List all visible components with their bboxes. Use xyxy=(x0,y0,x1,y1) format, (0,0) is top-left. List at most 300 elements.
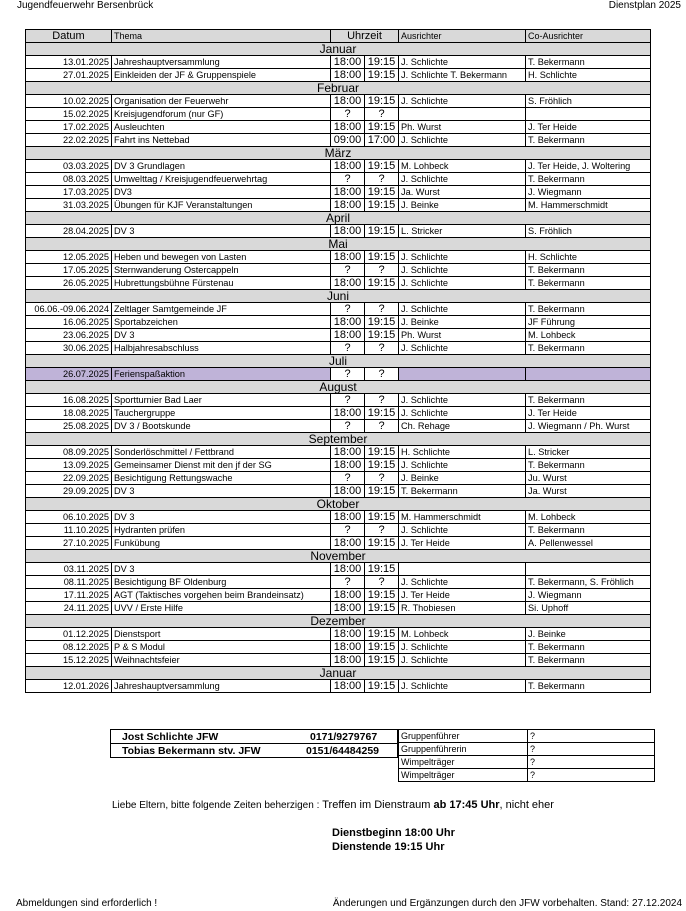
date-cell: 13.09.2025 xyxy=(26,459,112,472)
co-host-cell: T. Bekermann xyxy=(526,342,651,355)
co-host-cell: T. Bekermann xyxy=(526,524,651,537)
host-cell: M. Lohbeck xyxy=(399,628,526,641)
table-row xyxy=(26,628,651,641)
end-time-cell: 19:15 xyxy=(365,485,399,498)
host-cell: J. Schlichte xyxy=(399,56,526,69)
end-time-cell: ? xyxy=(365,303,399,316)
date-cell: 13.01.2025 xyxy=(26,56,112,69)
end-time-cell: 19:15 xyxy=(365,459,399,472)
start-time-cell: 18:00 xyxy=(331,537,365,550)
month-row xyxy=(26,43,651,56)
service-begin: Dienstbeginn 18:00 Uhr xyxy=(332,827,455,839)
co-host-cell: J. Wiegmann / Ph. Wurst xyxy=(526,420,651,433)
note-bold-time: ab 17:45 Uhr xyxy=(433,799,500,811)
start-time-cell: 18:00 xyxy=(331,186,365,199)
table-row xyxy=(26,69,651,82)
host-cell xyxy=(399,108,526,121)
table-row xyxy=(26,186,651,199)
start-time-cell: ? xyxy=(331,108,365,121)
host-cell: R. Thobiesen xyxy=(399,602,526,615)
table-row xyxy=(26,342,651,355)
leaders-divider xyxy=(110,743,398,744)
co-host-cell: S. Fröhlich xyxy=(526,95,651,108)
start-time-cell: 18:00 xyxy=(331,277,365,290)
date-cell: 08.11.2025 xyxy=(26,576,112,589)
co-host-cell: T. Bekermann xyxy=(526,134,651,147)
co-host-cell: J. Ter Heide xyxy=(526,121,651,134)
date-cell: 16.08.2025 xyxy=(26,394,112,407)
co-host-cell: JF Führung xyxy=(526,316,651,329)
date-cell: 06.06.-09.06.2024 xyxy=(26,303,112,316)
end-time-cell: 19:15 xyxy=(365,511,399,524)
co-host-cell: T. Bekermann xyxy=(526,459,651,472)
start-time-cell: 18:00 xyxy=(331,251,365,264)
end-time-cell: 19:15 xyxy=(365,121,399,134)
co-host-cell: T. Bekermann xyxy=(526,394,651,407)
start-time-cell: ? xyxy=(331,303,365,316)
date-cell: 15.02.2025 xyxy=(26,108,112,121)
end-time-cell: 19:15 xyxy=(365,641,399,654)
table-row xyxy=(26,654,651,667)
topic-cell: Halbjahresabschluss xyxy=(112,342,331,355)
host-cell: J. Schlichte xyxy=(399,342,526,355)
end-time-cell: ? xyxy=(365,524,399,537)
topic-cell: Weihnachtsfeier xyxy=(112,654,331,667)
host-cell: J. Schlichte xyxy=(399,277,526,290)
start-time-cell: 18:00 xyxy=(331,641,365,654)
end-time-cell: 19:15 xyxy=(365,329,399,342)
host-cell: Ph. Wurst xyxy=(399,329,526,342)
table-row xyxy=(26,459,651,472)
host-cell: Ja. Wurst xyxy=(399,186,526,199)
start-time-cell: 18:00 xyxy=(331,160,365,173)
host-cell: L. Stricker xyxy=(399,225,526,238)
table-row xyxy=(26,420,651,433)
start-time-cell: 18:00 xyxy=(331,199,365,212)
co-host-cell xyxy=(526,108,651,121)
table-row xyxy=(26,277,651,290)
date-cell: 16.06.2025 xyxy=(26,316,112,329)
end-time-cell: 19:15 xyxy=(365,654,399,667)
co-host-cell: J. Ter Heide xyxy=(526,407,651,420)
co-host-cell: T. Bekermann xyxy=(526,303,651,316)
month-row xyxy=(26,355,651,368)
table-row xyxy=(26,160,651,173)
host-cell: J. Schlichte xyxy=(399,394,526,407)
role-value: ? xyxy=(528,756,655,769)
month-row xyxy=(26,498,651,511)
month-label: Juni xyxy=(26,290,651,303)
date-cell: 08.12.2025 xyxy=(26,641,112,654)
month-label: September xyxy=(26,433,651,446)
date-cell: 03.11.2025 xyxy=(26,563,112,576)
start-time-cell: 18:00 xyxy=(331,511,365,524)
host-cell: J. Schlichte xyxy=(399,680,526,693)
role-value: ? xyxy=(528,743,655,756)
start-time-cell: 18:00 xyxy=(331,459,365,472)
table-row xyxy=(26,134,651,147)
end-time-cell: 19:15 xyxy=(365,277,399,290)
footer-status: Änderungen und Ergänzungen durch den JFW vorbehalten. Stand: 27.12.2024 xyxy=(332,898,682,909)
co-host-cell: Ja. Wurst xyxy=(526,485,651,498)
date-cell: 08.09.2025 xyxy=(26,446,112,459)
co-host-cell: H. Schlichte xyxy=(526,69,651,82)
topic-cell: AGT (Taktisches vorgehen beim Brandeinsatz) xyxy=(112,589,331,602)
column-header-ausrichter: Ausrichter xyxy=(399,30,526,43)
column-header-uhrzeit: Uhrzeit xyxy=(331,30,399,43)
start-time-cell: ? xyxy=(331,173,365,186)
start-time-cell: ? xyxy=(331,420,365,433)
co-host-cell: L. Stricker xyxy=(526,446,651,459)
leader-phone: 0171/9279767 xyxy=(310,731,378,743)
host-cell xyxy=(399,563,526,576)
topic-cell: Sonderlöschmittel / Fettbrand xyxy=(112,446,331,459)
table-row xyxy=(26,173,651,186)
note-suffix: , nicht eher xyxy=(499,799,554,811)
table-row xyxy=(26,563,651,576)
end-time-cell: 19:15 xyxy=(365,95,399,108)
table-row xyxy=(26,394,651,407)
end-time-cell: 19:15 xyxy=(365,251,399,264)
topic-cell: Besichtigung BF Oldenburg xyxy=(112,576,331,589)
end-time-cell: 19:15 xyxy=(365,225,399,238)
end-time-cell: ? xyxy=(365,420,399,433)
date-cell: 25.08.2025 xyxy=(26,420,112,433)
topic-cell: DV 3 xyxy=(112,485,331,498)
start-time-cell: 18:00 xyxy=(331,69,365,82)
host-cell: J. Schlichte xyxy=(399,134,526,147)
date-cell: 10.02.2025 xyxy=(26,95,112,108)
end-time-cell: 19:15 xyxy=(365,680,399,693)
month-label: Mai xyxy=(26,238,651,251)
co-host-cell: Ju. Wurst xyxy=(526,472,651,485)
table-row xyxy=(26,407,651,420)
date-cell: 18.08.2025 xyxy=(26,407,112,420)
topic-cell: DV3 xyxy=(112,186,331,199)
topic-cell: DV 3 xyxy=(112,511,331,524)
host-cell: J. Schlichte xyxy=(399,459,526,472)
start-time-cell: 18:00 xyxy=(331,485,365,498)
start-time-cell: 09:00 xyxy=(331,134,365,147)
date-cell: 24.11.2025 xyxy=(26,602,112,615)
co-host-cell: T. Bekermann xyxy=(526,641,651,654)
role-row xyxy=(399,730,655,743)
end-time-cell: ? xyxy=(365,342,399,355)
column-header-co-ausrichter: Co-Ausrichter xyxy=(526,30,651,43)
table-row xyxy=(26,472,651,485)
month-label: März xyxy=(26,147,651,160)
topic-cell: Funkübung xyxy=(112,537,331,550)
start-time-cell: 18:00 xyxy=(331,95,365,108)
host-cell: J. Schlichte xyxy=(399,264,526,277)
topic-cell: Ferienspaßaktion xyxy=(112,368,331,381)
host-cell: J. Schlichte xyxy=(399,251,526,264)
start-time-cell: ? xyxy=(331,342,365,355)
leader-name: Jost Schlichte JFW xyxy=(122,731,219,743)
topic-cell: Jahreshauptversammlung xyxy=(112,680,331,693)
host-cell: J. Schlichte xyxy=(399,576,526,589)
date-cell: 17.05.2025 xyxy=(26,264,112,277)
date-cell: 26.07.2025 xyxy=(26,368,112,381)
start-time-cell: 18:00 xyxy=(331,563,365,576)
role-row xyxy=(399,769,655,782)
host-cell: J. Beinke xyxy=(399,472,526,485)
table-row xyxy=(26,264,651,277)
month-label: Januar xyxy=(26,667,651,680)
date-cell: 17.02.2025 xyxy=(26,121,112,134)
co-host-cell: S. Fröhlich xyxy=(526,225,651,238)
date-cell: 12.01.2026 xyxy=(26,680,112,693)
co-host-cell: T. Bekermann xyxy=(526,56,651,69)
end-time-cell: 19:15 xyxy=(365,602,399,615)
start-time-cell: ? xyxy=(331,264,365,277)
end-time-cell: ? xyxy=(365,576,399,589)
end-time-cell: 19:15 xyxy=(365,589,399,602)
date-cell: 26.05.2025 xyxy=(26,277,112,290)
topic-cell: DV 3 Grundlagen xyxy=(112,160,331,173)
host-cell: J. Schlichte xyxy=(399,95,526,108)
start-time-cell: ? xyxy=(331,368,365,381)
co-host-cell xyxy=(526,563,651,576)
start-time-cell: ? xyxy=(331,472,365,485)
month-row xyxy=(26,238,651,251)
note-prefix: Liebe Eltern, bitte folgende Zeiten beherzigen : xyxy=(112,800,320,811)
date-cell: 01.12.2025 xyxy=(26,628,112,641)
table-row xyxy=(26,485,651,498)
month-row xyxy=(26,82,651,95)
host-cell: J. Ter Heide xyxy=(399,537,526,550)
topic-cell: DV 3 xyxy=(112,225,331,238)
co-host-cell: T. Bekermann, S. Fröhlich xyxy=(526,576,651,589)
leader-phone: 0151/64484259 xyxy=(306,745,379,757)
host-cell: J. Schlichte xyxy=(399,173,526,186)
date-cell: 31.03.2025 xyxy=(26,199,112,212)
co-host-cell: T. Bekermann xyxy=(526,173,651,186)
service-end: Dienstende 19:15 Uhr xyxy=(332,841,445,853)
topic-cell: Hydranten prüfen xyxy=(112,524,331,537)
table-row xyxy=(26,329,651,342)
co-host-cell: A. Pellenwessel xyxy=(526,537,651,550)
date-cell: 27.01.2025 xyxy=(26,69,112,82)
topic-cell: Tauchergruppe xyxy=(112,407,331,420)
host-cell: J. Ter Heide xyxy=(399,589,526,602)
start-time-cell: ? xyxy=(331,394,365,407)
topic-cell: DV 3 xyxy=(112,329,331,342)
end-time-cell: ? xyxy=(365,108,399,121)
start-time-cell: 18:00 xyxy=(331,446,365,459)
start-time-cell: 18:00 xyxy=(331,407,365,420)
date-cell: 08.03.2025 xyxy=(26,173,112,186)
table-row xyxy=(26,641,651,654)
end-time-cell: 19:15 xyxy=(365,160,399,173)
end-time-cell: ? xyxy=(365,173,399,186)
date-cell: 30.06.2025 xyxy=(26,342,112,355)
table-row xyxy=(26,108,651,121)
month-row xyxy=(26,212,651,225)
topic-cell: Einkleiden der JF & Gruppenspiele xyxy=(112,69,331,82)
table-row xyxy=(26,524,651,537)
date-cell: 11.10.2025 xyxy=(26,524,112,537)
start-time-cell: 18:00 xyxy=(331,680,365,693)
topic-cell: Ausleuchten xyxy=(112,121,331,134)
table-row xyxy=(26,576,651,589)
topic-cell: Hubrettungsbühne Fürstenau xyxy=(112,277,331,290)
month-label: Oktober xyxy=(26,498,651,511)
topic-cell: DV 3 xyxy=(112,563,331,576)
month-row xyxy=(26,550,651,563)
schedule-body xyxy=(26,43,651,693)
topic-cell: Gemeinsamer Dienst mit den jf der SG xyxy=(112,459,331,472)
co-host-cell: T. Bekermann xyxy=(526,680,651,693)
table-row xyxy=(26,121,651,134)
host-cell xyxy=(399,368,526,381)
topic-cell: Umwelttag / Kreisjugendfeuerwehrtag xyxy=(112,173,331,186)
roles-table xyxy=(398,729,655,782)
date-cell: 29.09.2025 xyxy=(26,485,112,498)
co-host-cell: J. Wiegmann xyxy=(526,589,651,602)
end-time-cell: ? xyxy=(365,264,399,277)
end-time-cell: 19:15 xyxy=(365,537,399,550)
end-time-cell: 19:15 xyxy=(365,56,399,69)
start-time-cell: 18:00 xyxy=(331,329,365,342)
start-time-cell: 18:00 xyxy=(331,225,365,238)
role-row xyxy=(399,756,655,769)
table-row xyxy=(26,56,651,69)
host-cell: J. Schlichte xyxy=(399,407,526,420)
co-host-cell: T. Bekermann xyxy=(526,264,651,277)
host-cell: J. Beinke xyxy=(399,199,526,212)
date-cell: 15.12.2025 xyxy=(26,654,112,667)
host-cell: J. Schlichte xyxy=(399,641,526,654)
topic-cell: DV 3 / Bootskunde xyxy=(112,420,331,433)
co-host-cell: J. Beinke xyxy=(526,628,651,641)
month-label: November xyxy=(26,550,651,563)
role-row xyxy=(399,743,655,756)
table-row xyxy=(26,602,651,615)
schedule-table xyxy=(25,29,651,693)
co-host-cell: J. Ter Heide, J. Woltering xyxy=(526,160,651,173)
start-time-cell: 18:00 xyxy=(331,316,365,329)
date-cell: 12.05.2025 xyxy=(26,251,112,264)
topic-cell: Jahreshauptversammlung xyxy=(112,56,331,69)
date-cell: 17.03.2025 xyxy=(26,186,112,199)
date-cell: 27.10.2025 xyxy=(26,537,112,550)
column-header-datum: Datum xyxy=(26,30,112,43)
role-label: Wimpelträger xyxy=(399,769,528,782)
host-cell: J. Schlichte T. Bekermann xyxy=(399,69,526,82)
co-host-cell: M. Hammerschmidt xyxy=(526,199,651,212)
role-value: ? xyxy=(528,730,655,743)
parent-note xyxy=(112,799,554,811)
topic-cell: Sternwanderung Ostercappeln xyxy=(112,264,331,277)
topic-cell: Organisation der Feuerwehr xyxy=(112,95,331,108)
date-cell: 06.10.2025 xyxy=(26,511,112,524)
topic-cell: Sportabzeichen xyxy=(112,316,331,329)
start-time-cell: 18:00 xyxy=(331,121,365,134)
host-cell: J. Schlichte xyxy=(399,654,526,667)
month-row xyxy=(26,615,651,628)
topic-cell: P & S Modul xyxy=(112,641,331,654)
co-host-cell: T. Bekermann xyxy=(526,654,651,667)
leader-name: Tobias Bekermann stv. JFW xyxy=(122,745,261,757)
start-time-cell: 18:00 xyxy=(331,628,365,641)
start-time-cell: 18:00 xyxy=(331,654,365,667)
month-label: April xyxy=(26,212,651,225)
header-plan-title: Dienstplan 2025 xyxy=(608,0,681,11)
topic-cell: Zeltlager Samtgemeinde JF xyxy=(112,303,331,316)
end-time-cell: 19:15 xyxy=(365,199,399,212)
topic-cell: Kreisjugendforum (nur GF) xyxy=(112,108,331,121)
end-time-cell: ? xyxy=(365,394,399,407)
role-label: Gruppenführer xyxy=(399,730,528,743)
date-cell: 22.09.2025 xyxy=(26,472,112,485)
co-host-cell: J. Wiegmann xyxy=(526,186,651,199)
host-cell: J. Schlichte xyxy=(399,303,526,316)
month-label: Juli xyxy=(26,355,651,368)
header-org-name: Jugendfeuerwehr Bersenbrück xyxy=(17,0,154,11)
host-cell: H. Schlichte xyxy=(399,446,526,459)
end-time-cell: 19:15 xyxy=(365,563,399,576)
table-row xyxy=(26,537,651,550)
month-row xyxy=(26,433,651,446)
co-host-cell: H. Schlichte xyxy=(526,251,651,264)
host-cell: J. Schlichte xyxy=(399,524,526,537)
co-host-cell: M. Lohbeck xyxy=(526,511,651,524)
co-host-cell xyxy=(526,368,651,381)
date-cell: 28.04.2025 xyxy=(26,225,112,238)
month-label: August xyxy=(26,381,651,394)
month-row xyxy=(26,381,651,394)
date-cell: 17.11.2025 xyxy=(26,589,112,602)
role-label: Wimpelträger xyxy=(399,756,528,769)
co-host-cell: T. Bekermann xyxy=(526,277,651,290)
table-row xyxy=(26,316,651,329)
host-cell: Ch. Rehage xyxy=(399,420,526,433)
start-time-cell: ? xyxy=(331,576,365,589)
co-host-cell: Si. Uphoff xyxy=(526,602,651,615)
role-label: Gruppenführerin xyxy=(399,743,528,756)
month-row xyxy=(26,147,651,160)
date-cell: 22.02.2025 xyxy=(26,134,112,147)
table-row xyxy=(26,368,651,381)
note-text: Treffen im Dienstraum xyxy=(319,799,434,811)
end-time-cell: ? xyxy=(365,368,399,381)
table-row xyxy=(26,225,651,238)
month-label: Dezember xyxy=(26,615,651,628)
topic-cell: Fahrt ins Nettebad xyxy=(112,134,331,147)
end-time-cell: 17:00 xyxy=(365,134,399,147)
co-host-cell: M. Lohbeck xyxy=(526,329,651,342)
topic-cell: Sportturnier Bad Laer xyxy=(112,394,331,407)
footer-note: Abmeldungen sind erforderlich ! xyxy=(16,898,158,909)
end-time-cell: 19:15 xyxy=(365,69,399,82)
host-cell: J. Beinke xyxy=(399,316,526,329)
table-row xyxy=(26,199,651,212)
role-value: ? xyxy=(528,769,655,782)
table-row xyxy=(26,446,651,459)
table-row xyxy=(26,303,651,316)
table-row xyxy=(26,511,651,524)
table-row xyxy=(26,251,651,264)
start-time-cell: ? xyxy=(331,524,365,537)
topic-cell: UVV / Erste Hilfe xyxy=(112,602,331,615)
host-cell: M. Hammerschmidt xyxy=(399,511,526,524)
month-label: Februar xyxy=(26,82,651,95)
start-time-cell: 18:00 xyxy=(331,56,365,69)
host-cell: Ph. Wurst xyxy=(399,121,526,134)
start-time-cell: 18:00 xyxy=(331,589,365,602)
end-time-cell: 19:15 xyxy=(365,628,399,641)
